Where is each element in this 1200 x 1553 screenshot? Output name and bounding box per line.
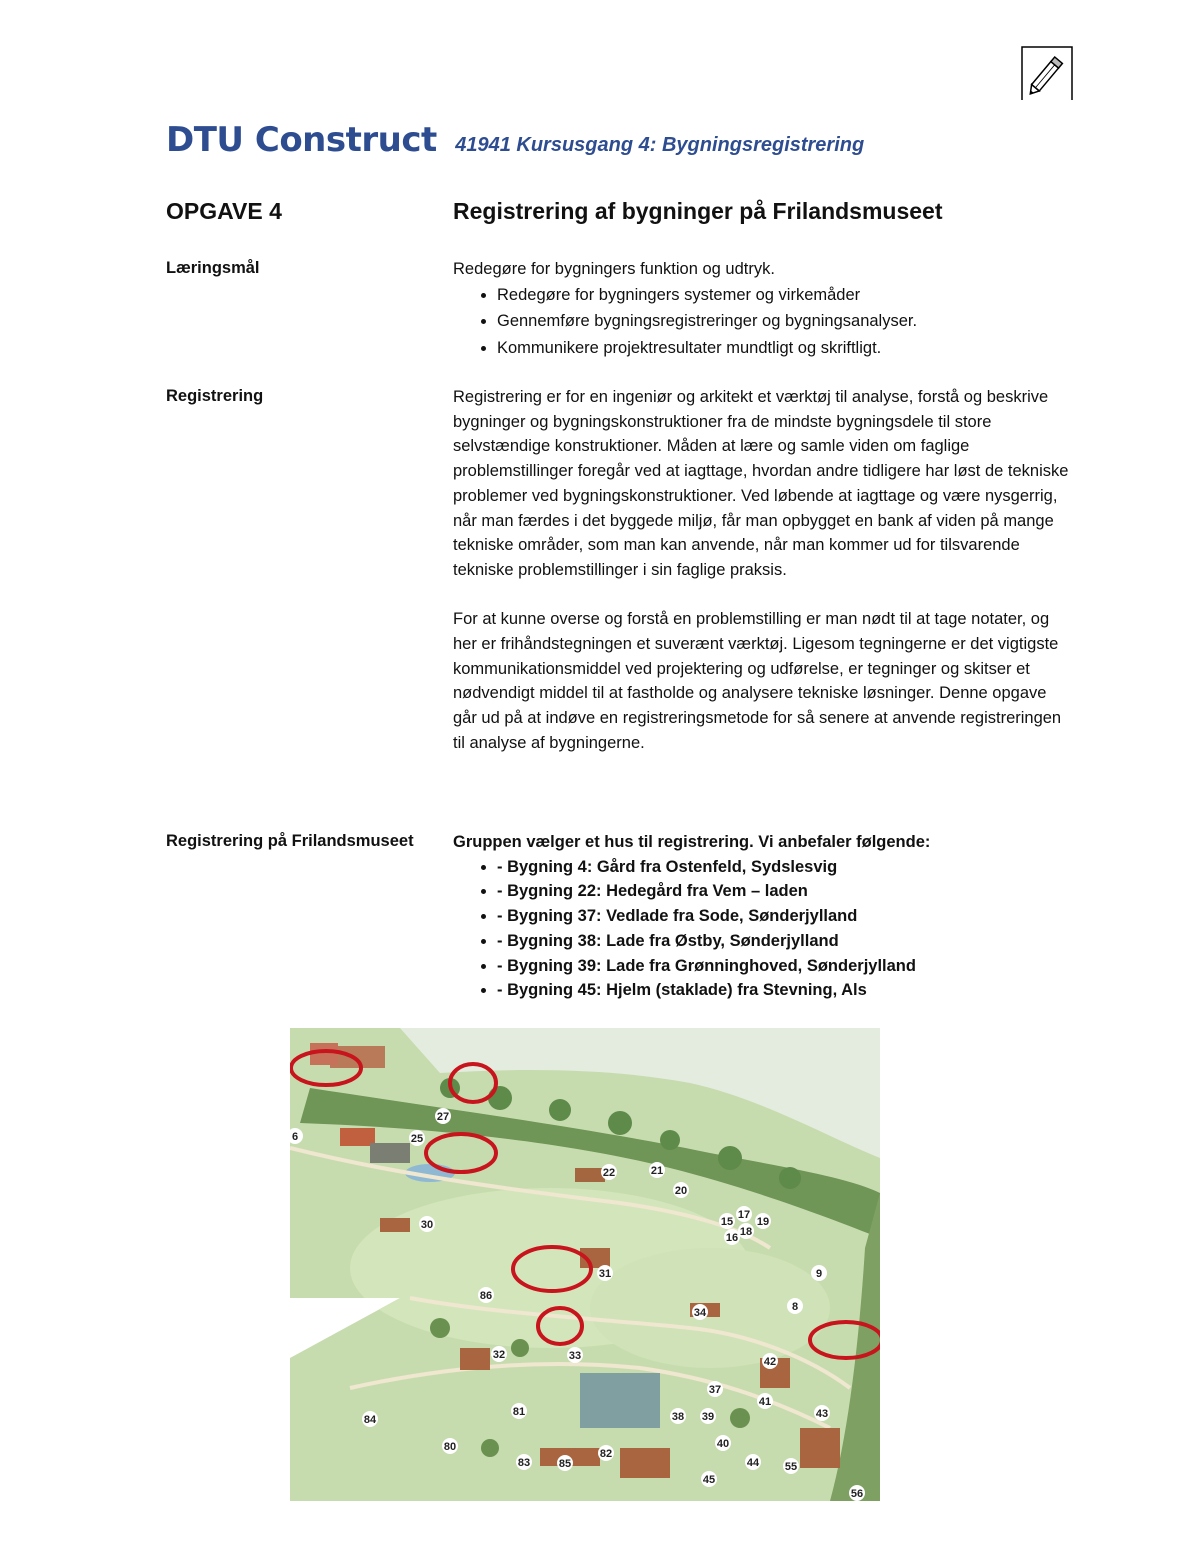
museum-intro: Gruppen vælger et hus til registrering. Vi anbefaler følgende: bbox=[453, 833, 931, 851]
map-marker bbox=[567, 1347, 583, 1363]
svg-text:41: 41 bbox=[758, 1396, 772, 1408]
brand-title: DTU Construct bbox=[166, 120, 437, 160]
svg-text:21: 21 bbox=[650, 1165, 664, 1177]
map-marker bbox=[557, 1455, 573, 1471]
map-marker bbox=[649, 1162, 665, 1178]
svg-text:86: 86 bbox=[479, 1290, 493, 1302]
list-item: • - Bygning 22: Hedegård fra Vem – laden bbox=[497, 879, 1073, 904]
svg-text:34: 34 bbox=[693, 1307, 707, 1319]
svg-text:32: 32 bbox=[492, 1349, 506, 1361]
learning-section bbox=[453, 257, 1073, 361]
svg-text:83: 83 bbox=[517, 1457, 531, 1469]
svg-text:20: 20 bbox=[674, 1185, 688, 1197]
svg-text:9: 9 bbox=[815, 1268, 823, 1280]
list-item: • - Bygning 38: Lade fra Østby, Sønderjylland bbox=[497, 929, 1073, 954]
map-marker bbox=[707, 1381, 723, 1397]
map-marker bbox=[811, 1265, 827, 1281]
svg-text:8: 8 bbox=[791, 1301, 799, 1313]
map-marker bbox=[670, 1408, 686, 1424]
svg-text:18: 18 bbox=[739, 1226, 753, 1238]
map-marker bbox=[745, 1454, 761, 1470]
map-marker bbox=[783, 1458, 799, 1474]
svg-text:55: 55 bbox=[784, 1461, 798, 1473]
map-marker bbox=[849, 1485, 865, 1501]
map-marker bbox=[598, 1445, 614, 1461]
map-marker bbox=[516, 1454, 532, 1470]
museum-label: Registrering på Frilandsmuseet bbox=[166, 832, 414, 850]
svg-text:37: 37 bbox=[708, 1384, 722, 1396]
pencil-icon bbox=[1021, 46, 1073, 100]
map-marker bbox=[700, 1408, 716, 1424]
svg-text:38: 38 bbox=[671, 1411, 685, 1423]
map-marker bbox=[762, 1353, 778, 1369]
registration-paragraph-2: For at kunne overse og forstå en problemstilling er man nødt til at tage notater, og her er frihåndstegningen et suverænt værktøj. Ligesom tegningerne er det vigtigste kommunikationsmiddel ved projektering og udførelse, er tegninger og skitser et nødvendigt middel til at fastholde og analysere tekniske løsninger. Denne opgave går ud på at indøve en registreringsmetode for så senere at anvende registreringen til analyse af bygningerne. bbox=[453, 610, 1062, 752]
map-marker bbox=[814, 1405, 830, 1421]
svg-text:82: 82 bbox=[599, 1448, 613, 1460]
svg-text:39: 39 bbox=[701, 1411, 715, 1423]
svg-text:16: 16 bbox=[725, 1232, 739, 1244]
map-marker bbox=[511, 1403, 527, 1419]
map-marker bbox=[409, 1130, 425, 1146]
map-marker bbox=[478, 1287, 494, 1303]
svg-text:19: 19 bbox=[756, 1216, 770, 1228]
map-marker bbox=[724, 1229, 740, 1245]
learning-label: Læringsmål bbox=[166, 259, 260, 277]
svg-text:22: 22 bbox=[602, 1167, 616, 1179]
svg-text:27: 27 bbox=[436, 1111, 450, 1123]
registration-label: Registrering bbox=[166, 387, 264, 405]
museum-map bbox=[290, 1028, 880, 1501]
map-marker bbox=[692, 1304, 708, 1320]
map-marker bbox=[787, 1298, 803, 1314]
map-marker bbox=[419, 1216, 435, 1232]
museum-section bbox=[453, 830, 1073, 1003]
map-marker bbox=[719, 1213, 735, 1229]
map-marker bbox=[362, 1411, 378, 1427]
list-item: • - Bygning 39: Lade fra Grønninghoved, Sønderjylland bbox=[497, 954, 1073, 979]
assignment-title: Registrering af bygninger på Frilandsmuseet bbox=[453, 198, 943, 224]
map-marker bbox=[755, 1213, 771, 1229]
svg-text:45: 45 bbox=[702, 1474, 716, 1486]
map-marker bbox=[738, 1223, 754, 1239]
learning-intro: Redegøre for bygningers funktion og udtryk. bbox=[453, 260, 775, 278]
list-item: • - Bygning 4: Gård fra Ostenfeld, Sydslesvig bbox=[497, 855, 1073, 880]
svg-text:80: 80 bbox=[443, 1441, 457, 1453]
registration-paragraph-1: Registrering er for en ingeniør og arkitekt et værktøj til analyse, forstå og beskrive bygninger og bygningskonstruktioner fra de mindste bygningsdele til store selvstændige konstruktioner. Måden at lære og samle viden om faglige problemstillinger foregår ved at iagttage, hvordan andre tidligere har løst de tekniske problemer ved bygningskonstruktioner. Ved løbende at iagttage og være nysgerrig, når man færdes i det byggede miljø, får man opbygget en bank af viden på mange tekniske områder, som man kan anvende, når man kommer ud for tilsvarende tekniske problemstillinger i sin faglige praksis. bbox=[453, 388, 1069, 579]
map-marker bbox=[673, 1182, 689, 1198]
svg-text:85: 85 bbox=[558, 1458, 572, 1470]
svg-text:30: 30 bbox=[420, 1219, 434, 1231]
svg-text:31: 31 bbox=[598, 1268, 612, 1280]
list-item: • - Bygning 37: Vedlade fra Sode, Sønderjylland bbox=[497, 904, 1073, 929]
map-marker bbox=[491, 1346, 507, 1362]
svg-text:43: 43 bbox=[815, 1408, 829, 1420]
svg-text:40: 40 bbox=[716, 1438, 730, 1450]
list-item: • Kommunikere projektresultater mundtligt og skriftligt. bbox=[497, 335, 1073, 362]
building-list bbox=[453, 855, 1073, 1003]
svg-text:42: 42 bbox=[763, 1356, 777, 1368]
map-marker bbox=[736, 1206, 752, 1222]
svg-text:6: 6 bbox=[291, 1131, 299, 1143]
course-subtitle: 41941 Kursusgang 4: Bygningsregistrering bbox=[455, 134, 865, 156]
list-item: • Redegøre for bygningers systemer og virkemåder bbox=[497, 282, 1073, 309]
svg-text:25: 25 bbox=[410, 1133, 424, 1145]
map-marker bbox=[435, 1108, 451, 1124]
svg-text:81: 81 bbox=[512, 1406, 526, 1418]
assignment-label: OPGAVE 4 bbox=[166, 198, 282, 224]
list-item: • Gennemføre bygningsregistreringer og bygningsanalyser. bbox=[497, 308, 1073, 335]
svg-text:33: 33 bbox=[568, 1350, 582, 1362]
svg-text:15: 15 bbox=[720, 1216, 734, 1228]
svg-text:44: 44 bbox=[746, 1457, 760, 1469]
svg-text:56: 56 bbox=[850, 1488, 864, 1500]
map-marker bbox=[757, 1393, 773, 1409]
map-marker bbox=[715, 1435, 731, 1451]
svg-text:17: 17 bbox=[737, 1209, 751, 1221]
map-marker bbox=[701, 1471, 717, 1487]
map-marker bbox=[601, 1164, 617, 1180]
map-marker bbox=[442, 1438, 458, 1454]
page-header bbox=[166, 120, 864, 160]
svg-text:84: 84 bbox=[363, 1414, 377, 1426]
list-item: • - Bygning 45: Hjelm (staklade) fra Stevning, Als bbox=[497, 978, 1073, 1003]
learning-bullets bbox=[453, 282, 1073, 362]
map-marker bbox=[597, 1265, 613, 1281]
registration-section bbox=[453, 385, 1073, 756]
